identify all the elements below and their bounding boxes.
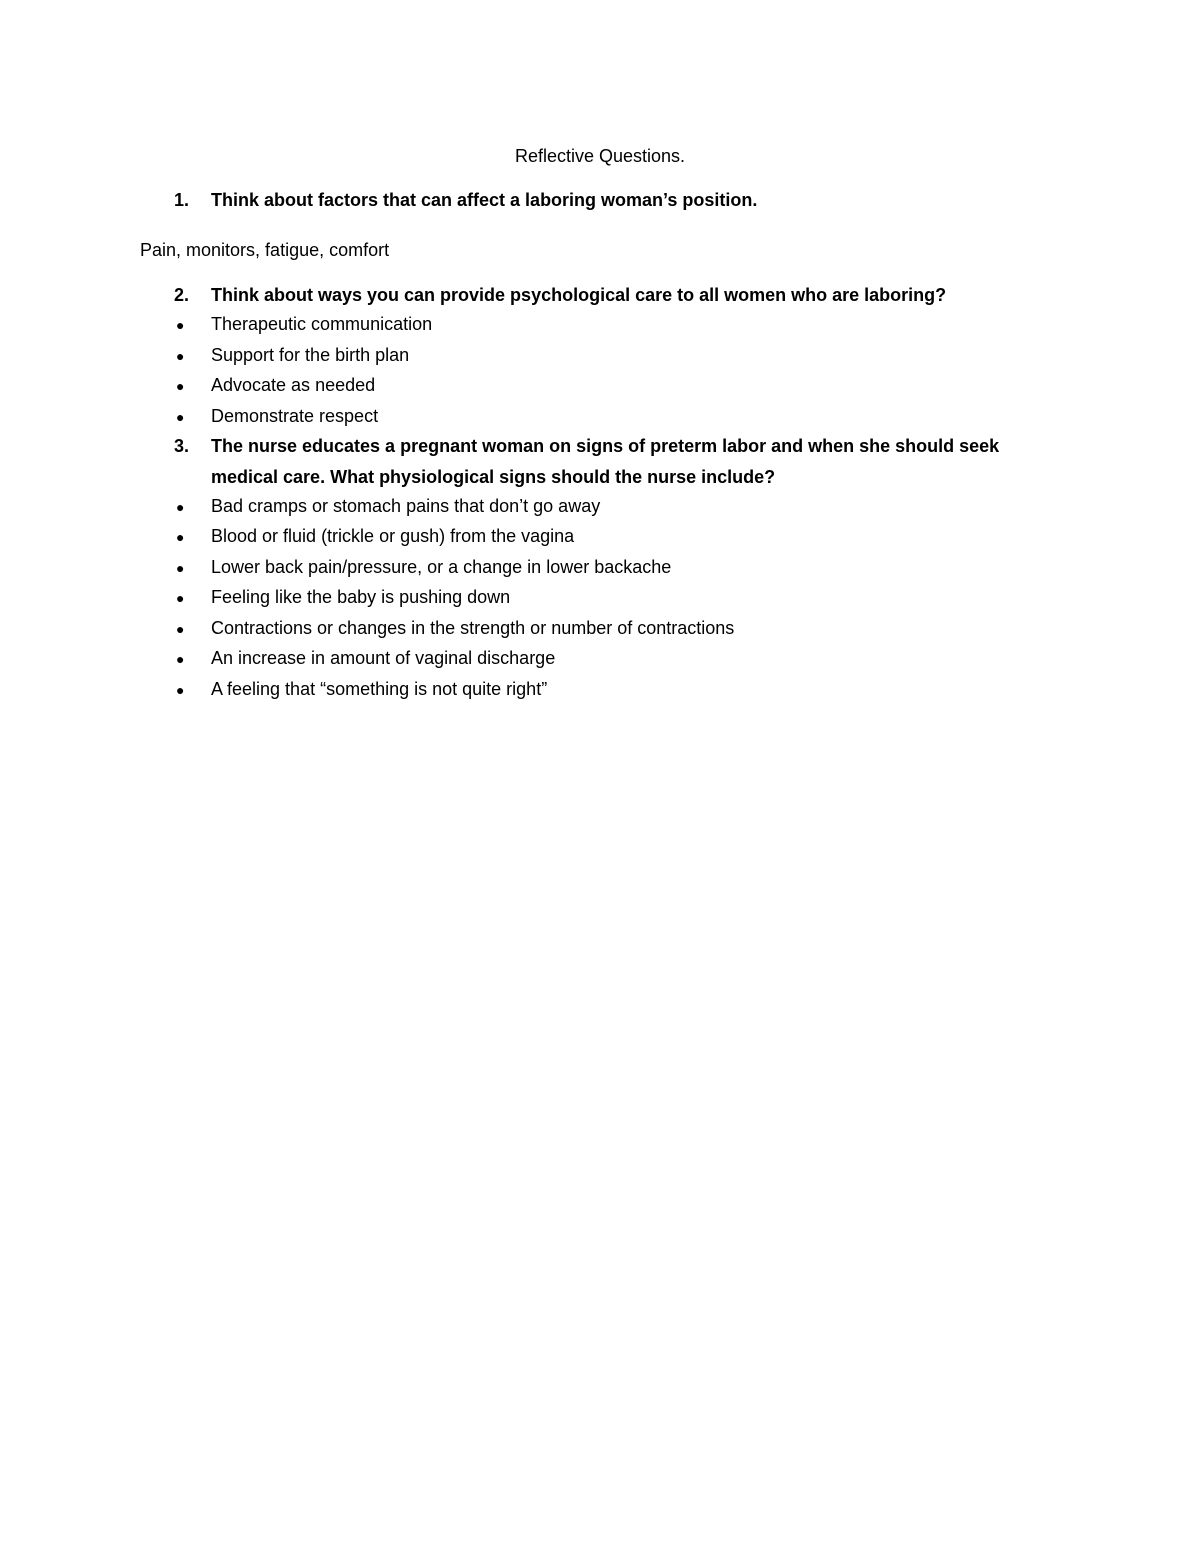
- list-item: Feeling like the baby is pushing down: [211, 587, 511, 607]
- bullet-icon: ●: [176, 409, 185, 425]
- bullet-icon: ●: [176, 560, 185, 576]
- bullet-icon: ●: [176, 378, 185, 394]
- list-item: Support for the birth plan: [211, 345, 410, 365]
- bullet-icon: ●: [176, 621, 185, 637]
- bullet-icon: ●: [176, 590, 185, 606]
- question-3-number: 3.: [174, 436, 190, 456]
- bullet-icon: ●: [176, 651, 185, 667]
- list-item: Therapeutic communication: [211, 314, 433, 334]
- list-item: Advocate as needed: [211, 375, 376, 395]
- question-1-number: 1.: [174, 190, 190, 210]
- list-item: An increase in amount of vaginal discharge: [211, 648, 556, 668]
- question-3-text-line-1: The nurse educates a pregnant woman on signs of preterm labor and when she should seek: [211, 436, 1000, 456]
- list-item: Lower back pain/pressure, or a change in lower backache: [211, 557, 672, 577]
- bullet-icon: ●: [176, 499, 185, 515]
- list-item: Bad cramps or stomach pains that don’t go away: [211, 496, 601, 516]
- question-2-text: Think about ways you can provide psychological care to all women who are laboring?: [211, 285, 947, 305]
- list-item: Demonstrate respect: [211, 406, 379, 426]
- list-item: A feeling that “something is not quite right”: [211, 679, 548, 699]
- document-title: Reflective Questions.: [514, 146, 686, 166]
- question-3-text-line-2: medical care. What physiological signs should the nurse include?: [211, 467, 776, 487]
- question-1-answer: Pain, monitors, fatigue, comfort: [140, 240, 390, 260]
- question-2-number: 2.: [174, 285, 190, 305]
- bullet-icon: ●: [176, 682, 185, 698]
- list-item: Blood or fluid (trickle or gush) from the vagina: [211, 526, 575, 546]
- list-item: Contractions or changes in the strength or number of contractions: [211, 618, 735, 638]
- bullet-icon: ●: [176, 348, 185, 364]
- bullet-icon: ●: [176, 529, 185, 545]
- bullet-icon: ●: [176, 317, 185, 333]
- question-1-text: Think about factors that can affect a laboring woman’s position.: [211, 190, 758, 210]
